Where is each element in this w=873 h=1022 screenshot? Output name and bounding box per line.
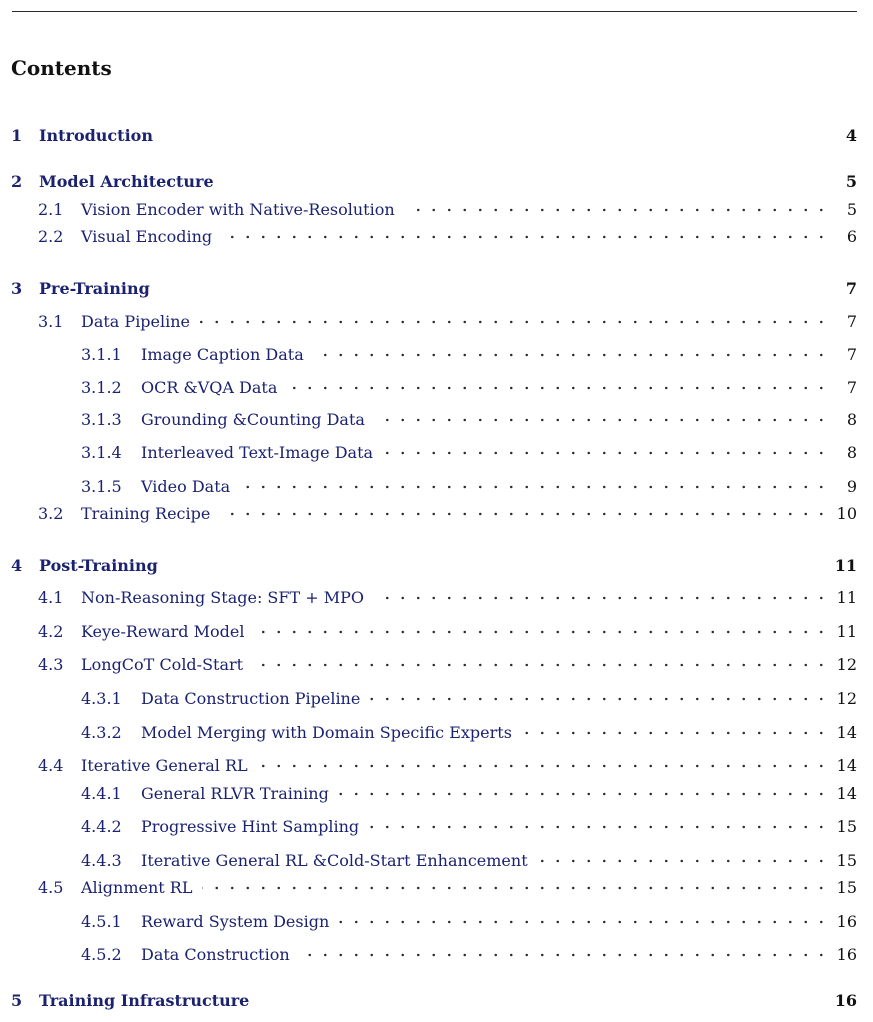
- toc-entry-page: 8: [846, 443, 857, 462]
- toc-entry-number[interactable]: 4.1: [38, 588, 64, 607]
- toc-entry-page: 7: [846, 312, 857, 331]
- toc-entry-title[interactable]: Non-Reasoning Stage: SFT + MPO: [81, 588, 364, 607]
- dot-leader: [240, 475, 829, 499]
- toc-entry-title[interactable]: Image Caption Data: [141, 345, 304, 364]
- toc-entry[interactable]: [0, 815, 873, 839]
- toc-entry-title[interactable]: Training Infrastructure: [39, 991, 250, 1010]
- toc-entry-title[interactable]: Pre-Training: [39, 279, 150, 298]
- toc-entry[interactable]: [0, 943, 873, 967]
- toc-entry-title[interactable]: Introduction: [39, 126, 153, 145]
- toc-entry-page: 11: [836, 588, 857, 607]
- toc-entry[interactable]: [0, 782, 873, 806]
- toc-entry[interactable]: [0, 554, 873, 578]
- toc-entry-number[interactable]: 4.5.1: [81, 912, 122, 931]
- toc-entry-number[interactable]: 2.1: [38, 200, 64, 219]
- toc-entry[interactable]: [0, 849, 873, 873]
- toc-entry-title[interactable]: Iterative General RL &Cold-Start Enhancement: [141, 851, 528, 870]
- toc-entry-title[interactable]: Vision Encoder with Native-Resolution: [81, 200, 395, 219]
- toc-entry[interactable]: [0, 170, 873, 194]
- toc-entry-number[interactable]: 3: [11, 279, 23, 298]
- toc-entry-number[interactable]: 4: [11, 556, 23, 575]
- toc-entry-page: 15: [836, 878, 857, 897]
- toc-entry-title[interactable]: Data Construction: [141, 945, 290, 964]
- toc-entry[interactable]: [0, 586, 873, 610]
- toc-entry-page: 10: [836, 504, 857, 523]
- toc-entry-number[interactable]: 4.3.1: [81, 689, 122, 708]
- toc-entry[interactable]: [0, 441, 873, 465]
- toc-entry[interactable]: [0, 277, 873, 301]
- toc-entry-title[interactable]: OCR &VQA Data: [141, 378, 278, 397]
- toc-entry-page: 11: [836, 622, 857, 641]
- toc-entry-title[interactable]: LongCoT Cold-Start: [81, 655, 244, 674]
- dot-leader: [258, 754, 829, 778]
- toc-entry-title[interactable]: Reward System Design: [141, 912, 330, 931]
- dot-leader: [314, 343, 829, 367]
- toc-entry-page: 7: [846, 378, 857, 397]
- toc-entry-title[interactable]: General RLVR Training: [141, 784, 329, 803]
- toc-entry-number[interactable]: 4.4.3: [81, 851, 122, 870]
- toc-entry-page: 6: [846, 227, 857, 246]
- toc-entry-title[interactable]: Model Merging with Domain Specific Experts: [141, 723, 512, 742]
- toc-entry-number[interactable]: 4.4.2: [81, 817, 122, 836]
- dot-leader: [370, 687, 829, 711]
- toc-entry[interactable]: [0, 343, 873, 367]
- dot-leader: [220, 502, 829, 526]
- toc-entry-page: 5: [846, 200, 857, 219]
- dot-leader: [222, 225, 829, 249]
- toc-entry[interactable]: [0, 124, 873, 148]
- toc-entry-number[interactable]: 2.2: [38, 227, 64, 246]
- toc-entry-page: 11: [834, 556, 857, 575]
- toc-entry-title[interactable]: Progressive Hint Sampling: [141, 817, 360, 836]
- toc-entry-page: 15: [836, 851, 857, 870]
- toc-entry[interactable]: [0, 989, 873, 1013]
- toc-entry-number[interactable]: 4.5: [38, 878, 64, 897]
- toc-entry[interactable]: [0, 687, 873, 711]
- dot-leader: [339, 910, 829, 934]
- toc-entry-number[interactable]: 3.1.5: [81, 477, 122, 496]
- toc-entry-title[interactable]: Model Architecture: [39, 172, 214, 191]
- toc-entry-title[interactable]: Visual Encoding: [81, 227, 213, 246]
- toc-entry-page: 7: [845, 279, 857, 298]
- toc-entry-page: 4: [845, 126, 857, 145]
- toc-entry-number[interactable]: 3.1.4: [81, 443, 122, 462]
- dot-leader: [287, 376, 829, 400]
- toc-entry[interactable]: [0, 754, 873, 778]
- dot-leader: [383, 441, 829, 465]
- toc-entry-page: 14: [836, 784, 857, 803]
- toc-entry[interactable]: [0, 653, 873, 677]
- toc-entry-title[interactable]: Iterative General RL: [81, 756, 248, 775]
- toc-entry[interactable]: [0, 910, 873, 934]
- dot-leader: [405, 198, 829, 222]
- toc-entry-page: 16: [834, 991, 857, 1010]
- toc-entry-number[interactable]: 3.1.2: [81, 378, 122, 397]
- toc-entry-number[interactable]: 4.4: [38, 756, 64, 775]
- toc-entry-page: 16: [836, 945, 857, 964]
- toc-entry-title[interactable]: Data Pipeline: [81, 312, 191, 331]
- toc-entry-title[interactable]: Interleaved Text-Image Data: [141, 443, 374, 462]
- top-rule: [12, 11, 857, 12]
- toc-entry[interactable]: [0, 502, 873, 526]
- toc-entry-number[interactable]: 3.2: [38, 504, 64, 523]
- toc-entry-number[interactable]: 2: [11, 172, 23, 191]
- toc-entry-page: 16: [836, 912, 857, 931]
- toc-entry-title[interactable]: Video Data: [141, 477, 231, 496]
- dot-leader: [538, 849, 829, 873]
- dot-leader: [253, 653, 829, 677]
- toc-entry[interactable]: [0, 198, 873, 222]
- toc-entry-title[interactable]: Data Construction Pipeline: [141, 689, 361, 708]
- dot-leader: [339, 782, 829, 806]
- contents-heading: Contents: [11, 56, 112, 80]
- toc-entry-page: 12: [836, 689, 857, 708]
- toc-entry[interactable]: [0, 721, 873, 745]
- toc-entry-number[interactable]: 4.3: [38, 655, 64, 674]
- toc-entry-page: 5: [845, 172, 857, 191]
- dot-leader: [522, 721, 829, 745]
- dot-leader: [254, 620, 829, 644]
- toc-entry-page: 8: [846, 410, 857, 429]
- toc-entry-page: 14: [836, 756, 857, 775]
- toc-entry-number[interactable]: 1: [11, 126, 23, 145]
- dot-leader: [300, 943, 829, 967]
- toc-entry-title[interactable]: Training Recipe: [81, 504, 211, 523]
- toc-entry[interactable]: [0, 475, 873, 499]
- toc-entry-number[interactable]: 4.5.2: [81, 945, 122, 964]
- dot-leader: [374, 586, 829, 610]
- toc-entry-number[interactable]: 3.1.1: [81, 345, 122, 364]
- toc-entry-number[interactable]: 3.1.3: [81, 410, 122, 429]
- toc-entry-page: 12: [836, 655, 857, 674]
- toc-entry-title[interactable]: Post-Training: [39, 556, 158, 575]
- dot-leader: [200, 310, 829, 334]
- dot-leader: [202, 876, 829, 900]
- toc-entry[interactable]: [0, 620, 873, 644]
- toc-entry-page: 15: [836, 817, 857, 836]
- toc-entry-number[interactable]: 4.2: [38, 622, 64, 641]
- toc-entry-number[interactable]: 5: [11, 991, 23, 1010]
- toc-entry[interactable]: [0, 408, 873, 432]
- toc-entry-number[interactable]: 4.3.2: [81, 723, 122, 742]
- toc-entry[interactable]: [0, 876, 873, 900]
- toc-entry[interactable]: [0, 310, 873, 334]
- dot-leader: [375, 408, 829, 432]
- toc-entry-title[interactable]: Grounding &Counting Data: [141, 410, 365, 429]
- toc-entry-number[interactable]: 4.4.1: [81, 784, 122, 803]
- toc-entry-title[interactable]: Keye-Reward Model: [81, 622, 245, 641]
- toc-entry-page: 7: [846, 345, 857, 364]
- toc-entry-title[interactable]: Alignment RL: [81, 878, 193, 897]
- toc-entry-page: 9: [846, 477, 857, 496]
- toc-entry-page: 14: [836, 723, 857, 742]
- toc-entry[interactable]: [0, 225, 873, 249]
- toc-entry-number[interactable]: 3.1: [38, 312, 64, 331]
- toc-entry[interactable]: [0, 376, 873, 400]
- dot-leader: [369, 815, 829, 839]
